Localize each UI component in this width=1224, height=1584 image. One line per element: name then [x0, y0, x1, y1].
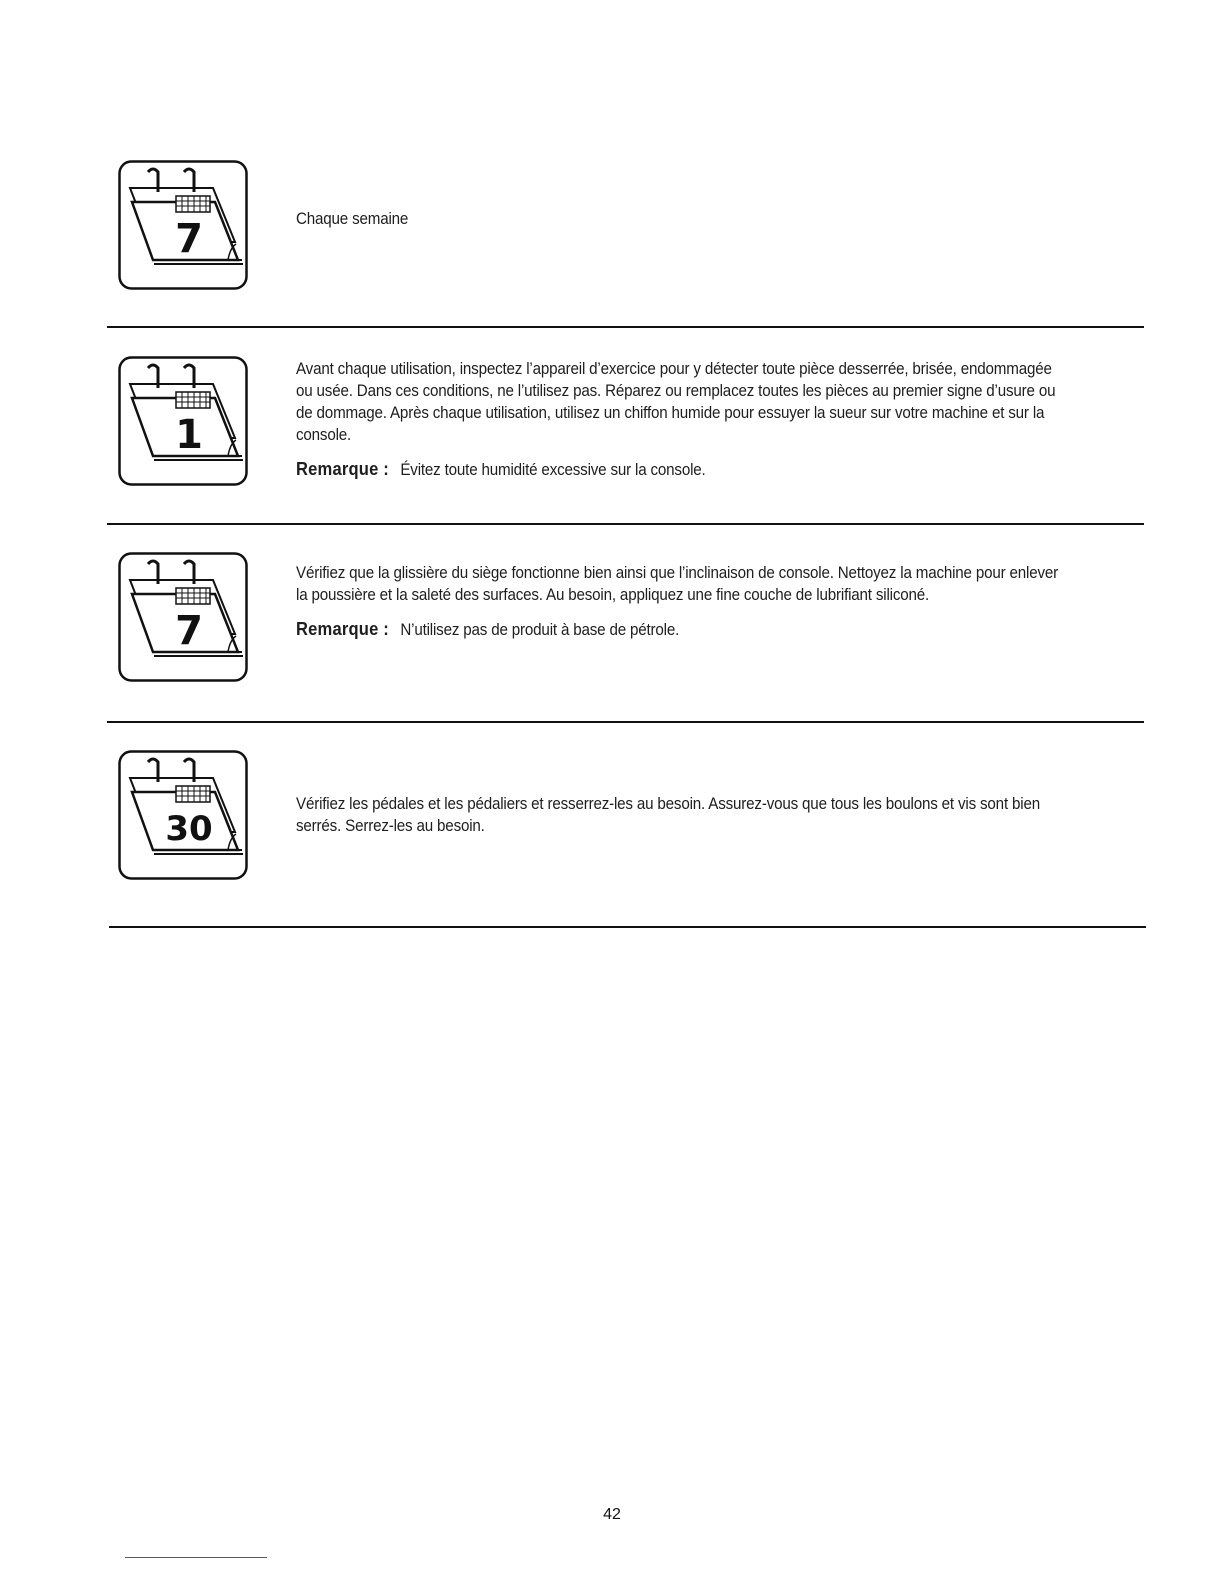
section-paragraph: Chaque semaine	[296, 210, 409, 228]
footer-link-line[interactable]	[125, 1557, 267, 1558]
calendar-number: 1	[175, 412, 203, 458]
note-label: Remarque :	[296, 459, 389, 479]
calendar-icon	[118, 356, 248, 486]
section-divider	[107, 523, 1144, 525]
schedule-section-weekly	[107, 552, 1144, 682]
section-paragraph: Avant chaque utilisation, inspectez l’appareil d’exercice pour y détecter toute pièce desserrée, brisée, endommagée ou usée. Dans ces conditions, ne l’utilisez pas. Réparez ou remplacez toutes les pièces au premier signe d’usure ou de dommage. Après chaque utilisation, utilisez un chiffon humide pour essuyer la sueur sur votre machine et sur la console.	[296, 360, 1056, 444]
section-paragraph: Vérifiez que la glissière du siège fonctionne bien ainsi que l’inclinaison de console. Nettoyez la machine pour enlever la poussière et la saleté des surfaces. Au besoin, appliquez une fine couche de lubrifiant siliconé.	[296, 564, 1059, 604]
calendar-icon	[118, 552, 248, 682]
section-divider	[107, 721, 1144, 723]
calendar-7-icon	[118, 160, 248, 290]
page-number: 42	[603, 1506, 621, 1523]
section-note	[296, 458, 1069, 481]
section-divider	[109, 926, 1146, 928]
calendar-30-icon	[118, 750, 248, 880]
section-divider	[107, 326, 1144, 328]
section-text	[296, 358, 1069, 493]
calendar-7-icon	[118, 552, 248, 682]
section-text	[296, 793, 1069, 849]
schedule-section-daily	[107, 356, 1144, 486]
calendar-1-icon	[118, 356, 248, 486]
calendar-number: 7	[175, 216, 203, 262]
schedule-section-monthly	[107, 750, 1144, 880]
calendar-icon	[118, 160, 248, 290]
note-text: Évitez toute humidité excessive sur la console.	[400, 461, 706, 479]
section-note	[296, 618, 1069, 641]
section-text	[296, 562, 1069, 653]
section-paragraph: Vérifiez les pédales et les pédaliers et resserrez-les au besoin. Assurez-vous que tous les boulons et vis sont bien serrés. Serrez-les au besoin.	[296, 795, 1040, 835]
note-text: N’utilisez pas de produit à base de pétrole.	[400, 621, 680, 639]
note-label: Remarque :	[296, 619, 389, 639]
calendar-number: 7	[175, 608, 203, 654]
schedule-section-weekly-header	[107, 160, 1144, 290]
section-text	[296, 208, 1069, 242]
calendar-icon	[118, 750, 248, 880]
calendar-number: 30	[165, 809, 213, 849]
